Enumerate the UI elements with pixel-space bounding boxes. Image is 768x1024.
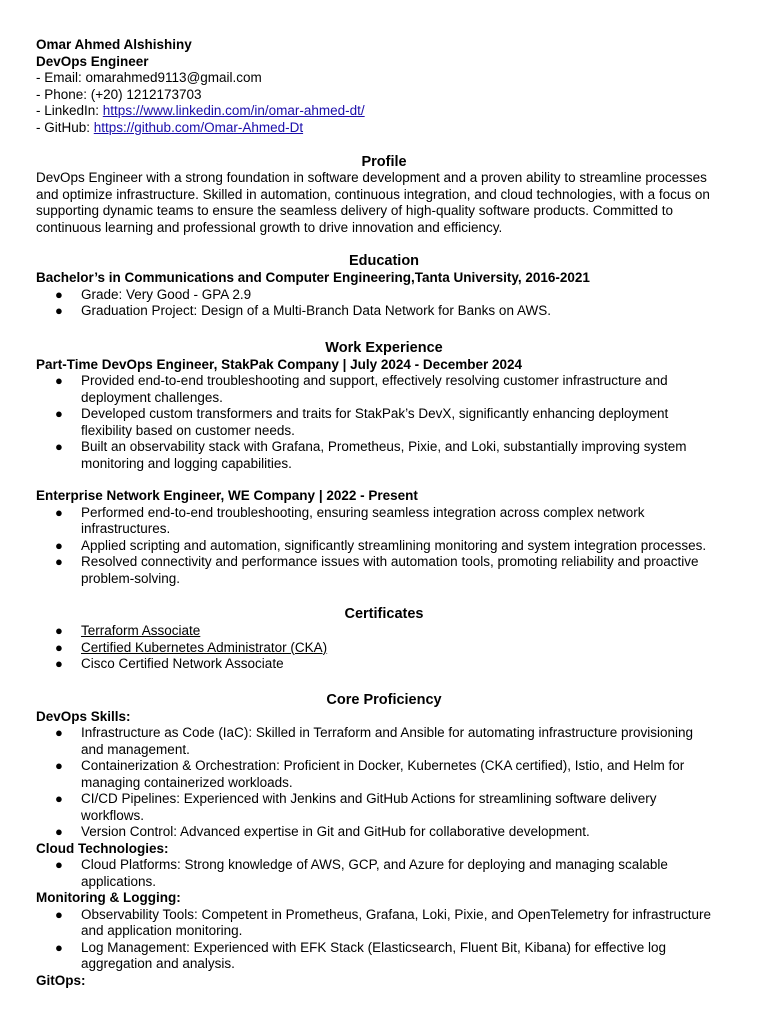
profile-paragraph [36,170,732,236]
bullet-icon: ● [55,623,63,638]
certificates-list [36,623,732,673]
list-item: ● Grade: Very Good - GPA 2.9 [55,286,252,302]
skill-group-title: Monitoring & Logging: [36,890,181,905]
resume-page [36,37,732,989]
certificate-name: Cisco Certified Network Associate [81,656,284,671]
email-line: - Email: omarahmed9113@gmail.com [36,70,262,85]
work-heading: Work Experience [325,339,443,356]
bullet-icon: ● [55,504,63,520]
list-item: ● Graduation Project: Design of a Multi-Branch Data Network for Banks on AWS. [55,303,551,318]
job-duties-list [36,505,732,588]
list-item: ● CI/CD Pipelines: Experienced with Jenkins and GitHub Actions for streamlining software delivery workflows. [55,791,657,823]
list-item [36,656,732,673]
list-item [36,623,732,640]
list-item [36,640,732,657]
list-item: ● Built an observability stack with Grafana, Prometheus, Pixie, and Loki, substantially improving system monitoring and logging capabilities. [55,439,687,471]
skill-group-title: DevOps Skills: [36,708,131,724]
list-item: ● Applied scripting and automation, significantly streamlining monitoring and system integration processes. [55,537,707,553]
certificate-link[interactable]: Terraform Associate [81,623,201,638]
candidate-title: DevOps Engineer [36,53,149,69]
bullet-icon: ● [55,939,63,955]
bullet-icon: ● [55,639,63,655]
linkedin-line [36,103,732,120]
profile-heading: Profile [361,154,407,170]
github-line [36,120,732,137]
skill-list [36,907,732,973]
candidate-name: Omar Ahmed Alshishiny [36,37,192,52]
bullet-icon: ● [55,286,63,302]
skill-group-title: Cloud Technologies: [36,840,169,856]
job-title: Part-Time DevOps Engineer, StakPak Company | July 2024 - December 2024 [36,356,522,372]
list-item: ● Infrastructure as Code (IaC): Skilled in Terraform and Ansible for automating infrastructure provisioning and management. [55,725,694,757]
bullet-icon: ● [55,406,63,421]
bullet-icon: ● [55,857,63,872]
bullet-icon: ● [55,303,63,318]
education-degree: Bachelor’s in Communications and Computer Engineering,Tanta University, 2016-2021 [36,270,590,285]
list-item: ● Containerization & Orchestration: Proficient in Docker, Kubernetes (CKA certified), Istio, and Helm for managing containerized workloads. [55,758,685,790]
github-prefix: - GitHub: [36,119,94,135]
bullet-icon: ● [55,439,63,454]
proficiency-heading: Core Proficiency [326,691,442,708]
skill-list [36,725,732,841]
skill-group-title: GitOps: [36,972,86,988]
linkedin-link[interactable]: https://www.linkedin.com/in/omar-ahmed-dt/ [102,103,365,118]
bullet-icon: ● [55,373,63,388]
education-heading: Education [348,253,420,269]
certificate-link[interactable]: Certified Kubernetes Administrator (CKA) [81,639,328,655]
bullet-icon: ● [55,906,63,922]
list-item: ● Cloud Platforms: Strong knowledge of AWS, GCP, and Azure for deploying and managing scalable applications. [55,857,668,889]
profile-line: supporting dynamic teams to ensure the seamless delivery of high-quality software products. Committed to [36,203,674,218]
bullet-icon: ● [55,554,63,569]
bullet-icon: ● [55,824,63,839]
phone-line: - Phone: (+20) 1212173703 [36,86,202,102]
certificates-heading: Certificates [344,606,424,622]
list-item: ● Log Management: Experienced with EFK Stack (Elasticsearch, Fluent Bit, Kibana) for effective log aggregation and analysis. [55,939,667,971]
list-item: ● Version Control: Advanced expertise in Git and GitHub for collaborative development. [55,824,590,839]
list-item: ● Developed custom transformers and traits for StakPak’s DevX, significantly enhancing deployment flexibility based on customer needs. [55,406,669,438]
job-duties-list [36,373,732,472]
list-item: ● Resolved connectivity and performance issues with automation tools, promoting reliability and proactive problem-solving. [55,554,699,586]
bullet-icon: ● [55,656,63,671]
list-item: ● Performed end-to-end troubleshooting, ensuring seamless integration across complex network infrastructures. [55,504,645,536]
profile-line: continuous learning and professional growth to drive innovation and efficiency. [36,219,503,235]
profile-line: DevOps Engineer with a strong foundation in software development and a proven ability to streamline processes [36,170,707,185]
skill-list [36,857,732,890]
profile-line: and optimize infrastructure. Skilled in automation, continuous integration, and cloud technologies, with a focus on [36,186,710,202]
bullet-icon: ● [55,537,63,553]
bullet-icon: ● [55,725,63,740]
list-item: ● Observability Tools: Competent in Prometheus, Grafana, Loki, Pixie, and OpenTelemetry for infrastructure and application monitoring. [55,906,712,938]
bullet-icon: ● [55,758,63,773]
bullet-icon: ● [55,791,63,806]
github-link[interactable]: https://github.com/Omar-Ahmed-Dt [93,119,304,135]
education-list [36,287,732,320]
job-title: Enterprise Network Engineer, WE Company | 2022 - Present [36,488,418,503]
list-item: ● Provided end-to-end troubleshooting and support, effectively resolving customer infrastructure and deployment challenges. [55,373,668,405]
linkedin-prefix: - LinkedIn: [36,103,103,118]
